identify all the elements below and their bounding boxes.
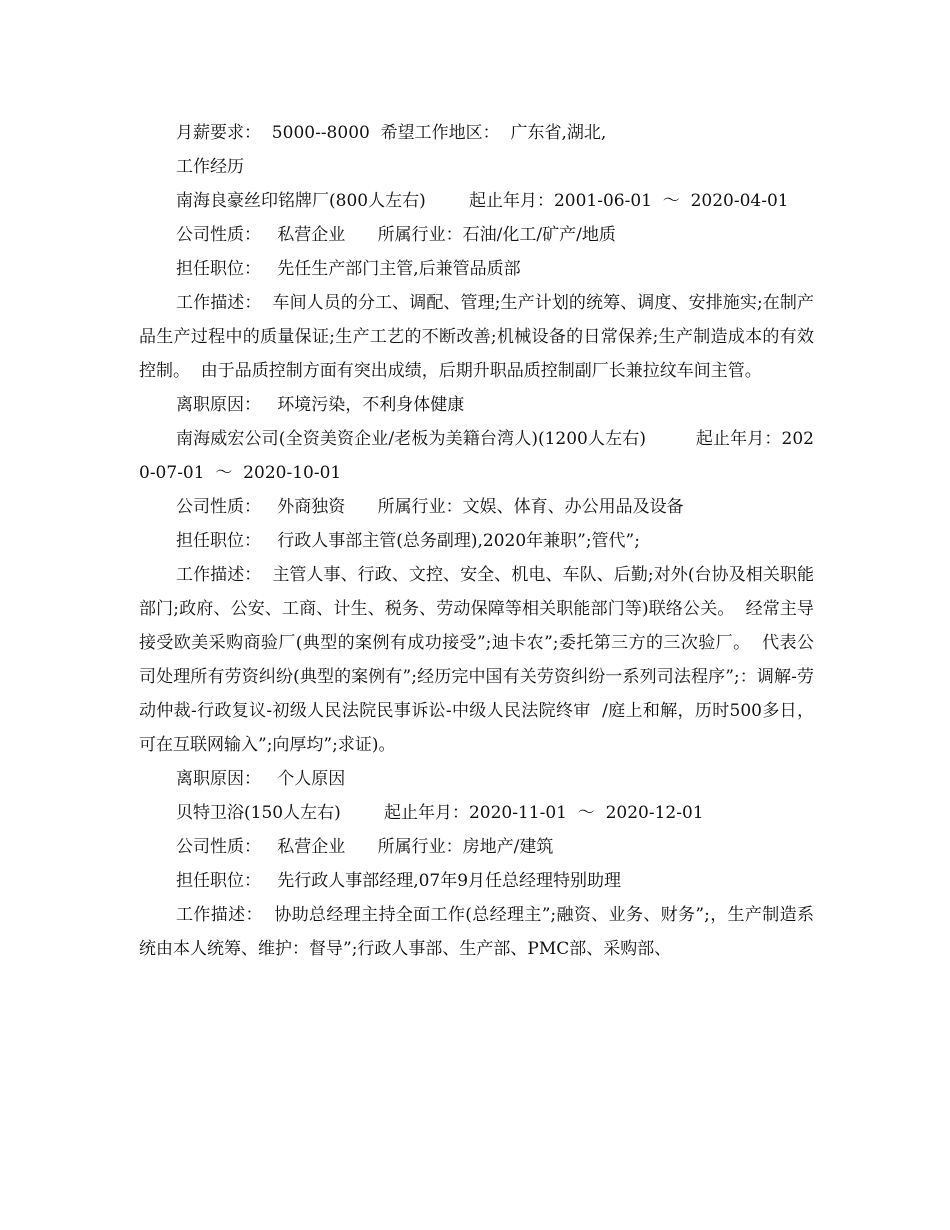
- job-1-position: 担任职位： 先任生产部门主管,后兼管品质部: [176, 259, 521, 279]
- job-2-position: 担任职位： 行政人事部主管(总务副理),2020年兼职”;管代”;: [176, 531, 640, 551]
- job-1-company-period: 南海良豪丝印铭牌厂(800人左右) 起止年月：2001-06-01 ～ 2020-04-01: [176, 191, 789, 211]
- job-2-company-period: 南海威宏公司(全资美资企业/老板为美籍台湾人)(1200人左右) 起止年月：2020-07-01 ～ 2020-10-01: [139, 429, 814, 483]
- work-experience-heading: 工作经历: [176, 157, 244, 177]
- salary-expectation-line: 月薪要求： 5000--8000 希望工作地区： 广东省,湖北,: [176, 123, 607, 143]
- job-1-leaving-reason: 离职原因： 环境污染，不利身体健康: [176, 395, 465, 415]
- job-3-position: 担任职位： 先行政人事部经理,07年9月任总经理特别助理: [176, 871, 622, 891]
- job-1-company-type: 公司性质： 私营企业 所属行业：石油/化工/矿产/地质: [176, 225, 616, 245]
- job-2-company-type: 公司性质： 外商独资 所属行业：文娱、体育、办公用品及设备: [176, 497, 684, 517]
- job-3-company-type: 公司性质： 私营企业 所属行业：房地产/建筑: [176, 837, 554, 857]
- job-3-company-period: 贝特卫浴(150人左右) 起止年月：2020-11-01 ～ 2020-12-01: [176, 803, 704, 823]
- resume-body: [139, 116, 814, 966]
- job-2-leaving-reason: 离职原因： 个人原因: [176, 769, 346, 789]
- job-1-description: 工作描述： 车间人员的分工、调配、管理;生产计划的统筹、调度、安排施实;在制产品生产过程中的质量保证;生产工艺的不断改善;机械设备的日常保养;生产制造成本的有效控制。 由于品质控制方面有突出成绩，后期升职品质控制副厂长兼拉纹车间主管。: [139, 293, 814, 381]
- job-3-description: 工作描述： 协助总经理主持全面工作(总经理主”;融资、业务、财务”;，生产制造系统由本人统筹、维护：督导”;行政人事部、生产部、PMC部、采购部、: [139, 905, 814, 959]
- job-2-description: 工作描述： 主管人事、行政、文控、安全、机电、车队、后勤;对外(台协及相关职能部门;政府、公安、工商、计生、税务、劳动保障等相关职能部门等)联络公关。 经常主导接受欧美采购商验厂(典型的案例有成功接受”;迪卡农”;委托第三方的三次验厂。 代表公司处理所有劳资纠纷(典型的案例有”;经历完中国有关劳资纠纷一系列司法程序”;：调解-劳动仲裁-行政复议-初级人民法院民事诉讼-中级人民法院终审 /庭上和解，历时500多日，可在互联网输入”;向厚均”;求证)。: [139, 565, 814, 755]
